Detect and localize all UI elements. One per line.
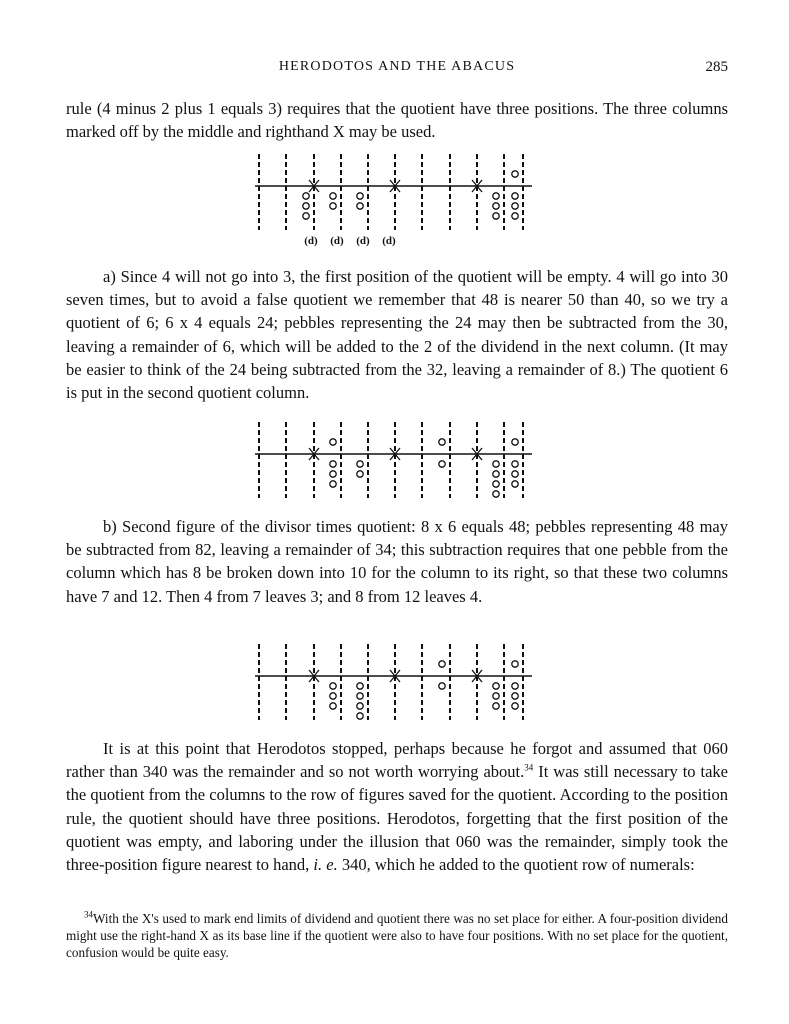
paragraph-step-b: b) Second figure of the divisor times quotient: 8 x 6 equals 48; pebbles representing 48 may be subtracted from 82, leaving a remainder of 34; this subtraction requires that one pebble from the column which has 8 be broken down into 10 for the column to its right, so that these two columns have 7 and 12. Then 4 from 7 leaves 3; and 8 from 12 leaves 4. (66, 517, 728, 606)
paragraph-step-a: a) Since 4 will not go into 3, the first position of the quotient will be empty. 4 will go into 30 seven times, but to avoid a false quotient we remember that 48 is nearer 50 than 40, so we try a quotient of 6; 6 x 4 equals 24; pebbles representing the 24 may then be subtracted from the 30, leaving a remainder of 6, which will be added to the 2 of the dividend in the next column. (It may be easier to think of the 24 being subtracted from the 32, leaving a remainder of 8.) The quotient 6 is put in the second quotient column. (66, 267, 728, 403)
abacus-pebble (303, 213, 309, 219)
abacus-pebble (512, 471, 518, 477)
paragraph-conclusion (66, 737, 728, 876)
abacus-pebble (493, 461, 499, 467)
abacus-pebble (512, 439, 518, 445)
abacus-pebble (330, 439, 336, 445)
abacus-pebble (330, 471, 336, 477)
abacus-pebble (357, 471, 363, 477)
abacus-pebble (493, 693, 499, 699)
footnote-reference: 34 (524, 762, 534, 773)
conclusion-ie: i. e. (313, 855, 338, 875)
abacus-pebble (330, 703, 336, 709)
abacus-pebble (493, 193, 499, 199)
conclusion-text-3: 340, which he added to the quotient row of numerals: (341, 855, 695, 875)
abacus-pebble (357, 461, 363, 467)
running-title: HERODOTOS AND THE ABACUS (278, 59, 516, 74)
abacus-pebble (439, 661, 445, 667)
digit-label: (d) (330, 235, 344, 247)
abacus-pebble (512, 203, 518, 209)
abacus-pebble (357, 683, 363, 689)
abacus-figure-2 (255, 418, 535, 500)
digit-label: (d) (382, 235, 396, 247)
abacus-figure-3 (255, 640, 535, 722)
abacus-pebble (330, 693, 336, 699)
conclusion-text-2: It was still necessary to take the quotient from the columns to the row of figures saved for the quotient. According to the position rule, the quotient should have three positions. Herodotos, forgetting that the first position of the quotient was empty, and laboring under the illusion that 060 was the remainder, simply took the three-position figure nearest to hand, (66, 762, 728, 875)
abacus-pebble (303, 193, 309, 199)
abacus-pebble (493, 213, 499, 219)
abacus-pebble (357, 203, 363, 209)
abacus-pebble (493, 471, 499, 477)
running-head (66, 59, 728, 81)
footnote (66, 910, 728, 962)
abacus-pebble (303, 203, 309, 209)
abacus-pebble (512, 213, 518, 219)
paragraph-rule: rule (4 minus 2 plus 1 equals 3) requires that the quotient have three positions. The three columns marked off by the middle and righthand X may be used. (66, 99, 728, 142)
abacus-svg (255, 640, 535, 722)
footnote-number: 34 (84, 909, 93, 920)
abacus-pebble (330, 481, 336, 487)
abacus-svg (255, 150, 535, 248)
abacus-pebble (493, 703, 499, 709)
abacus-pebble (357, 713, 363, 719)
abacus-pebble (493, 491, 499, 497)
abacus-pebble (512, 703, 518, 709)
abacus-pebble (512, 693, 518, 699)
abacus-pebble (439, 439, 445, 445)
abacus-pebble (330, 203, 336, 209)
conclusion-text-1: It is at this point that Herodotos stopped, perhaps because he forgot and assumed that 060 rather than 340 was the remainder and so not worth worrying about. (66, 739, 728, 782)
abacus-svg (255, 418, 535, 500)
abacus-figure-1 (255, 150, 535, 248)
abacus-pebble (330, 461, 336, 467)
abacus-pebble (357, 693, 363, 699)
abacus-pebble (439, 683, 445, 689)
abacus-pebble (357, 703, 363, 709)
abacus-pebble (330, 683, 336, 689)
abacus-pebble (357, 193, 363, 199)
abacus-pebble (512, 171, 518, 177)
abacus-pebble (512, 661, 518, 667)
abacus-pebble (493, 203, 499, 209)
page-number: 285 (705, 59, 728, 75)
abacus-pebble (493, 683, 499, 689)
abacus-pebble (439, 461, 445, 467)
digit-label: (d) (304, 235, 318, 247)
abacus-pebble (512, 481, 518, 487)
abacus-pebble (493, 481, 499, 487)
digit-label: (d) (356, 235, 370, 247)
abacus-pebble (512, 683, 518, 689)
footnote-text: With the X's used to mark end limits of dividend and quotient there was no set place for either. A four-position dividend might use the right-hand X as its base line if the quotient were also to have four positions. With no set place for the quotient, confusion would be quite easy. (66, 911, 728, 961)
abacus-pebble (512, 193, 518, 199)
abacus-pebble (330, 193, 336, 199)
abacus-pebble (512, 461, 518, 467)
